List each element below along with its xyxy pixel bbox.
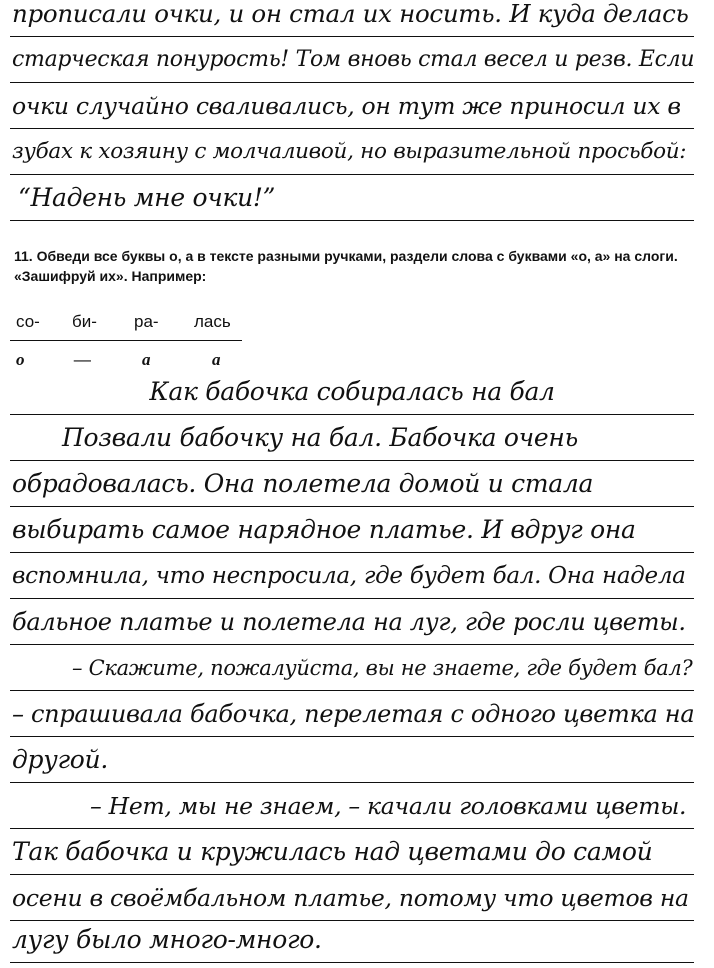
story-line: – спрашивала бабочка, перелетая с одного цветка на	[10, 692, 694, 737]
vowel-code: —	[74, 350, 91, 369]
story-line: Так бабочка и кружилась над цветами до самой	[10, 830, 694, 875]
story-line: обрадовалась. Она полетела домой и стала	[10, 462, 694, 507]
vowel-code: а	[212, 350, 221, 369]
syllable: би-	[72, 312, 97, 331]
syllable: ра-	[134, 312, 159, 331]
story-line: – Нет, мы не знаем, – качали головками цветы.	[10, 784, 694, 829]
story-line: выбирать самое нарядное платье. И вдруг она	[10, 508, 694, 553]
example-syllables	[14, 312, 254, 336]
story-line: бальное платье и полетела на луг, где росли цветы.	[10, 600, 694, 645]
syllable: лась	[194, 312, 231, 331]
story-line: другой.	[10, 738, 694, 783]
story-line: вспомнила, что неспросила, где будет бал. Она надела	[10, 554, 694, 599]
handwritten-line: “Надень мне очки!”	[10, 176, 694, 221]
story-line: осени в своёмбальном платье, потому что цветов на	[10, 876, 694, 921]
task-text: Обведи все буквы о, а в тексте разными ручками, раздели слова с буквами «о, а» на слоги. «Зашифруй их». Например:	[14, 248, 678, 284]
example-divider	[10, 340, 242, 341]
syllable: со-	[16, 312, 40, 331]
story-line: – Скажите, пожалуйста, вы не знаете, где будет бал?	[10, 646, 694, 691]
vowel-code: о	[16, 350, 25, 369]
handwritten-line: старческая понурость! Том вновь стал весел и резв. Если	[10, 38, 694, 83]
story-title: Как бабочка собиралась на бал	[10, 370, 694, 415]
task-number: 11.	[14, 248, 33, 264]
story-line: Позвали бабочку на бал. Бабочка очень	[10, 416, 694, 461]
vowel-code: а	[142, 350, 151, 369]
handwritten-line: прописали очки, и он стал их носить. И куда делась	[10, 0, 694, 37]
task-instruction	[14, 246, 696, 286]
story-line: лугу было много-много.	[10, 918, 694, 963]
handwritten-line: зубах к хозяину с молчаливой, но выразительной просьбой:	[10, 130, 694, 175]
handwritten-line: очки случайно сваливались, он тут же приносил их в	[10, 84, 694, 129]
